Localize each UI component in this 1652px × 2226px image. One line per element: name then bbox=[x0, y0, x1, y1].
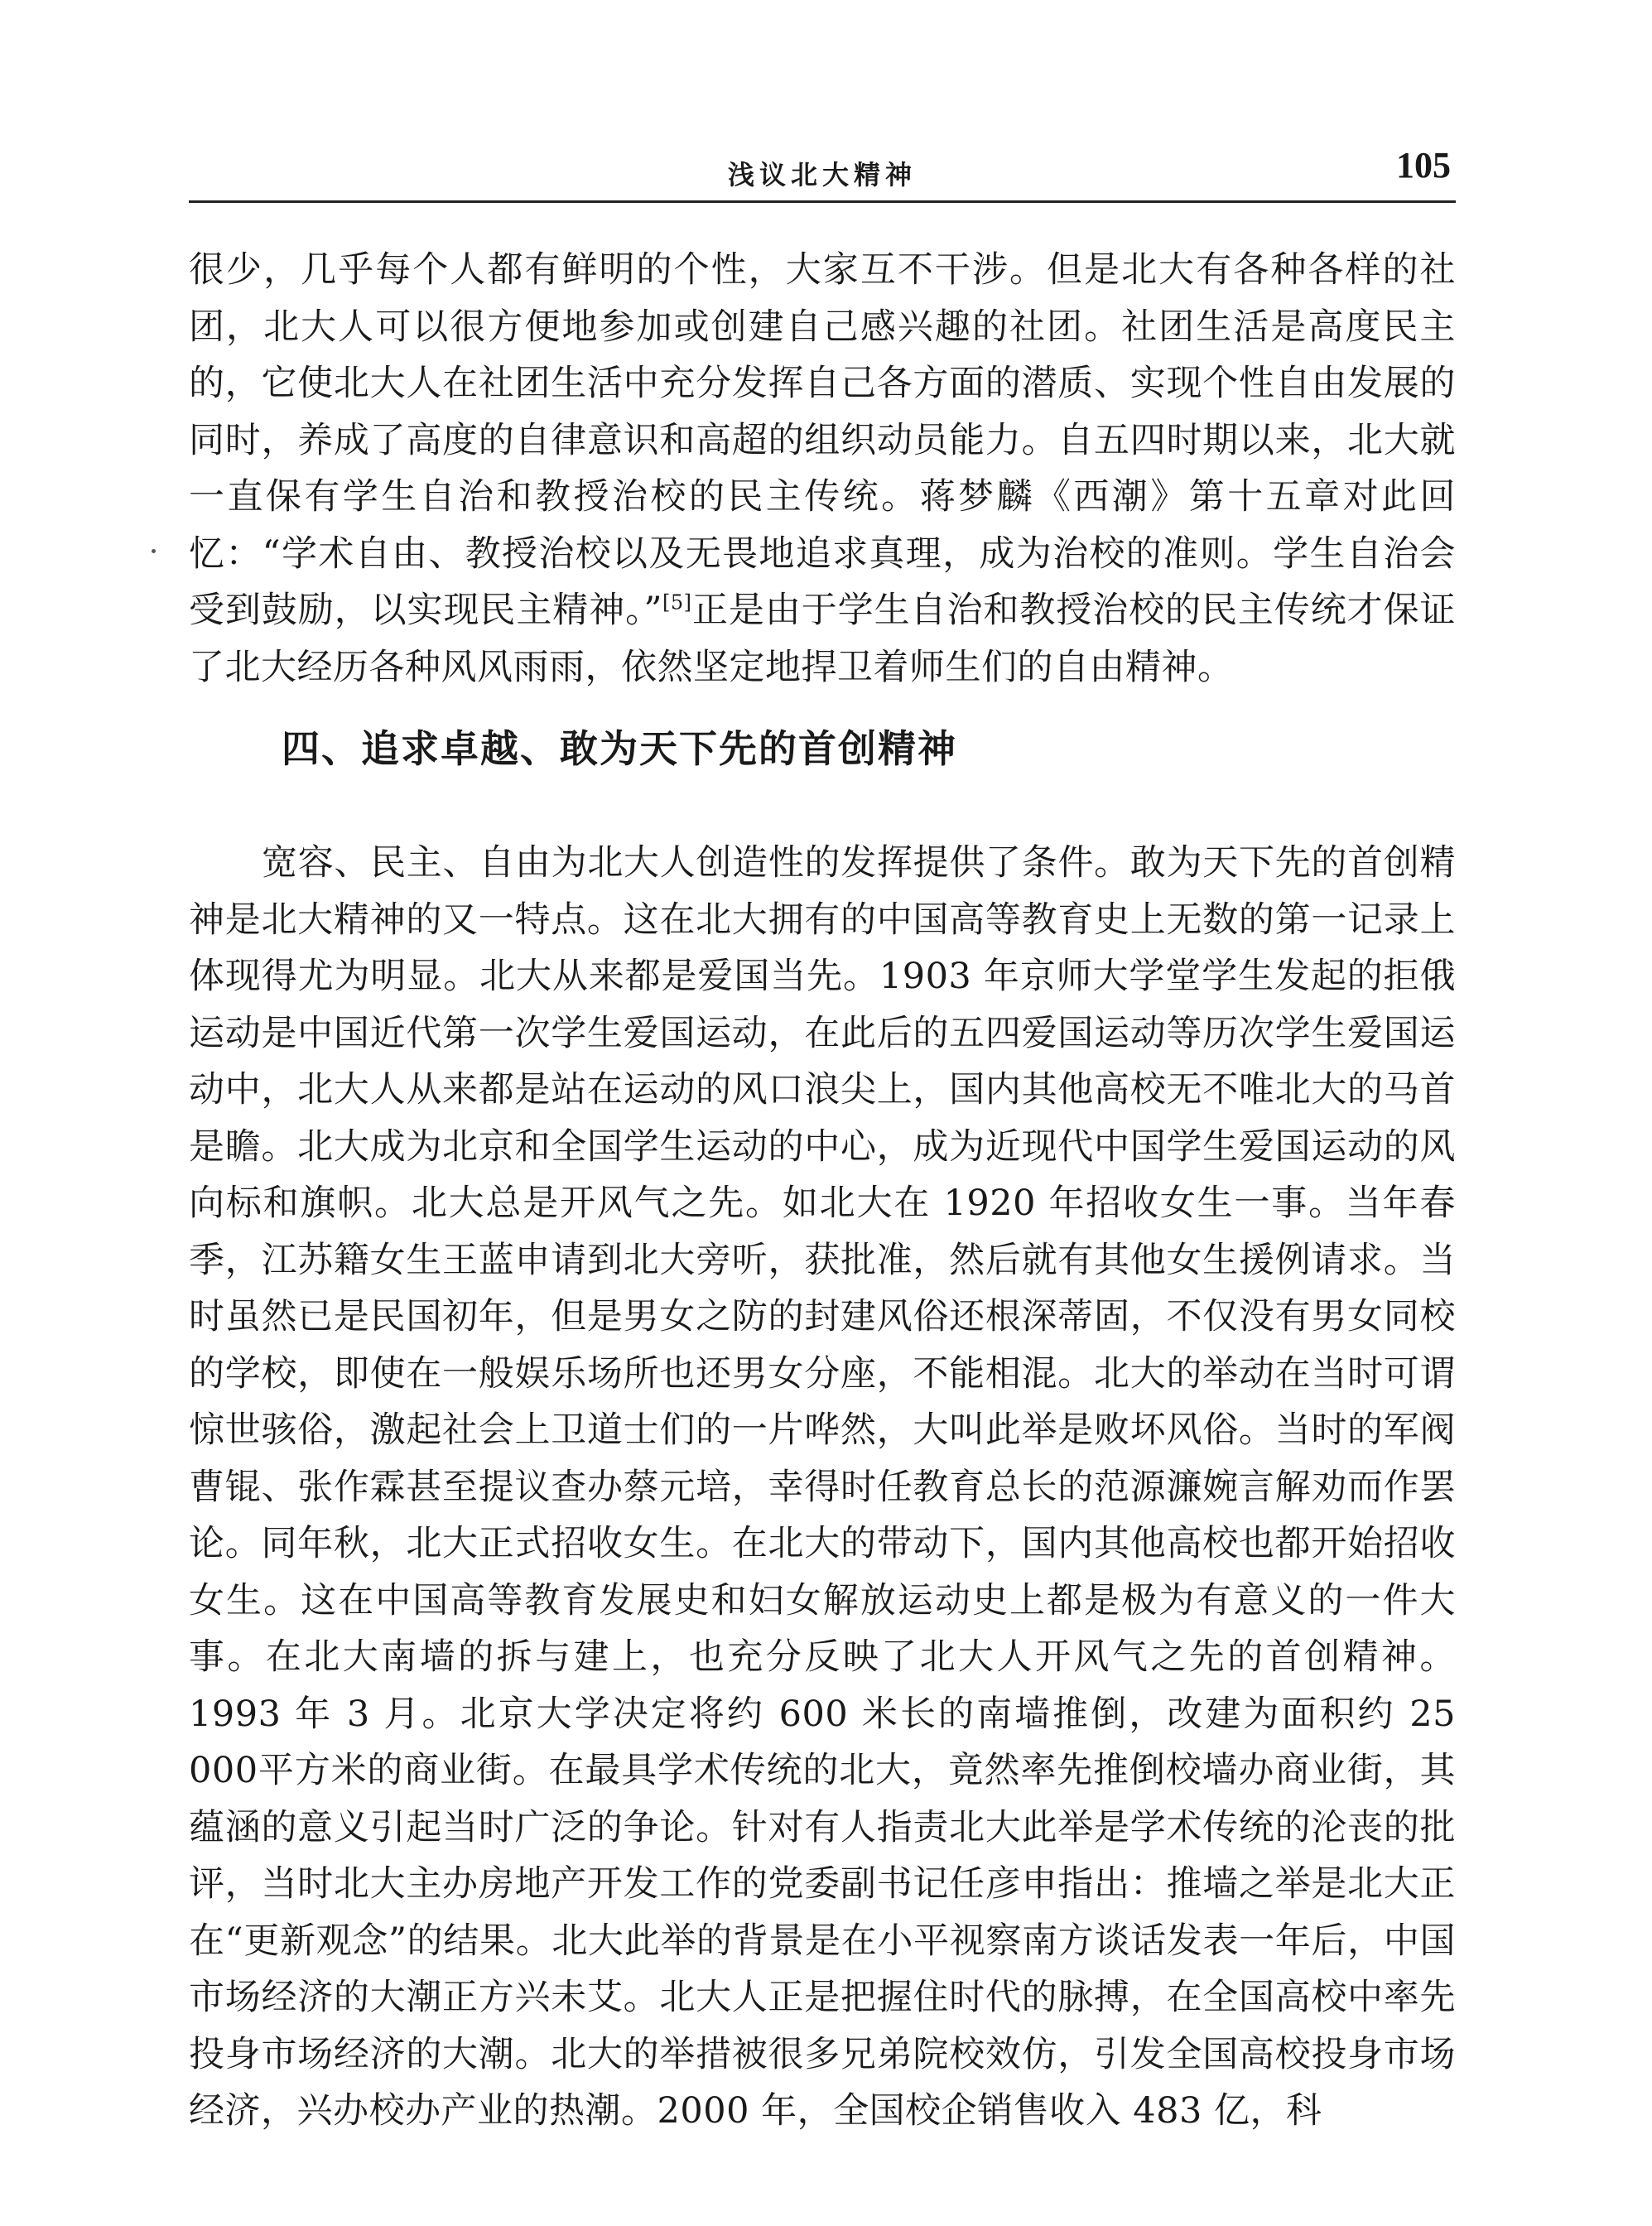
stray-dot-mark bbox=[152, 549, 156, 553]
citation-reference: [5] bbox=[662, 590, 692, 614]
page-header bbox=[189, 142, 1456, 203]
body-paragraph-2: 宽容、民主、自由为北大人创造性的发挥提供了条件。敢为天下先的首创精神是北大精神的又一特点。这在北大拥有的中国高等教育史上无数的第一记录上体现得尤为明显。北大从来都是爱国当先。1903 年京师大学堂学生发起的拒俄运动是中国近代第一次学生爱国运动，在此后的五四爱国运动等历次学生爱国运动中，北大人从来都是站在运动的风口浪尖上，国内其他高校无不唯北大的马首是瞻。北大成为北京和全国学生运动的中心，成为近现代中国学生爱国运动的风向标和旗帜。北大总是开风气之先。如北大在 1920 年招收女生一事。当年春季，江苏籍女生王蓝申请到北大旁听，获批准，然后就有其他女生援例请求。当时虽然已是民国初年，但是男女之防的封建风俗还根深蒂固，不仅没有男女同校的学校，即使在一般娱乐场所也还男女分座，不能相混。北大的举动在当时可谓惊世骇俗，激起社会上卫道士们的一片哗然，大叫此举是败坏风俗。当时的军阀曹锟、张作霖甚至提议查办蔡元培，幸得时任教育总长的范源濂婉言解劝而作罢论。同年秋，北大正式招收女生。在北大的带动下，国内其他高校也都开始招收女生。这在中国高等教育发展史和妇女解放运动史上都是极为有意义的一件大事。在北大南墙的拆与建上，也充分反映了北大人开风气之先的首创精神。1993 年 3 月。北京大学决定将约 600 米长的南墙推倒，改建为面积约 25 000平方米的商业街。在最具学术传统的北大，竟然率先推倒校墙办商业街，其蕴涵的意义引起当时广泛的争论。针对有人指责北大此举是学术传统的沦丧的批评，当时北大主办房地产开发工作的党委副书记任彦申指出：推墙之举是北大正在“更新观念”的结果。北大此举的背景是在小平视察南方谈话发表一年后，中国市场经济的大潮正方兴未艾。北大人正是把握住时代的脉搏，在全国高校中率先投身市场经济的大潮。北大的举措被很多兄弟院校效仿，引发全国高校投身市场经济，兴办校办产业的热潮。2000 年，全国校企销售收入 483 亿，科 bbox=[189, 842, 1456, 2132]
page-number: 105 bbox=[1396, 145, 1451, 186]
body-paragraph-1 bbox=[189, 242, 1456, 696]
paragraph-text: 正是由于学生自治和教授治校的民主传统才保证了北大经历各种风风雨雨，依然坚定地捍卫着师生们的自由精神。 bbox=[189, 590, 1457, 688]
running-title: 浅议北大精神 bbox=[727, 159, 917, 190]
section-heading: 四、追求卓越、敢为天下先的首创精神 bbox=[282, 726, 957, 771]
paragraph-text: 很少，几乎每个人都有鲜明的个性，大家互不干涉。但是北大有各种各样的社团，北大人可以很方便地参加或创建自己感兴趣的社团。社团生活是高度民主的，它使北大人在社团生活中充分发挥自己各方面的潜质、实现个性自由发展的同时，养成了高度的自律意识和高超的组织动员能力。自五四时期以来，北大就一直保有学生自治和教授治校的民主传统。蒋梦麟《西潮》第十五章对此回忆：“学术自由、教授治校以及无畏地追求真理，成为治校的准则。学生自治会受到鼓励，以实现民主精神。” bbox=[189, 249, 1456, 631]
